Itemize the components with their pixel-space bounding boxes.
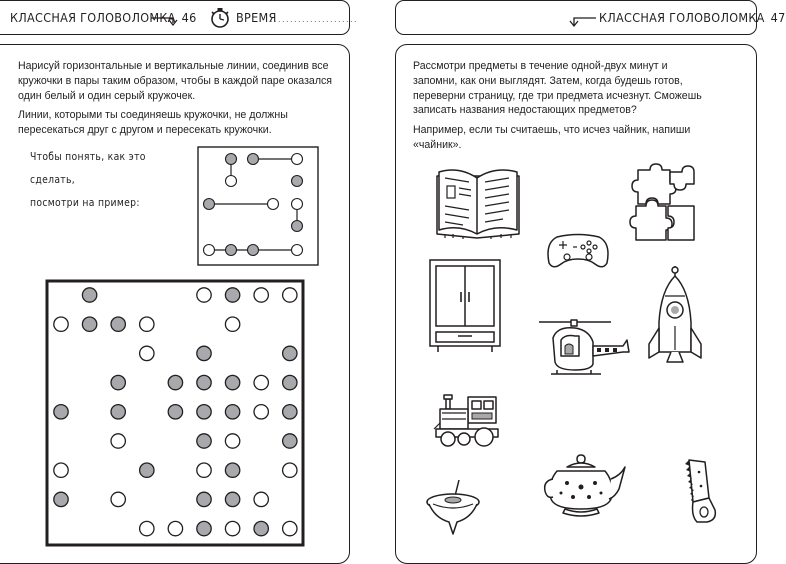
gray-dot[interactable] <box>283 375 297 389</box>
right-instruction-1: Рассмотри предметы в течение одной-двух минут и запомни, как они выглядят. Затем, когда будешь готов, переверни страницу, где три предмета исчезнут. Сможешь записать названия недостающих предметов? <box>413 60 702 117</box>
gray-dot[interactable] <box>225 375 239 389</box>
gray-dot[interactable] <box>54 492 68 506</box>
rocket-icon <box>645 266 705 378</box>
gray-dot[interactable] <box>254 521 268 535</box>
white-dot[interactable] <box>54 463 68 477</box>
left-header-title-text: КЛАССНАЯ ГОЛОВОЛОМКА <box>10 10 176 25</box>
white-dot[interactable] <box>197 288 211 302</box>
left-instruction-2: Линии, которыми ты соединяешь кружочки, не должны пересекаться друг с другом и пересекать кружочки. <box>18 109 288 136</box>
gray-dot[interactable] <box>168 375 182 389</box>
gray-dot[interactable] <box>82 288 96 302</box>
right-page-number: 47 <box>770 10 786 25</box>
left-page-number: 46 <box>181 10 197 25</box>
gray-dot[interactable] <box>168 405 182 419</box>
gray-dot[interactable] <box>82 317 96 331</box>
example-diagram <box>197 146 319 266</box>
gray-dot[interactable] <box>111 317 125 331</box>
saw-icon <box>683 458 723 526</box>
train-icon <box>432 393 502 449</box>
white-dot[interactable] <box>197 463 211 477</box>
gray-dot[interactable] <box>197 521 211 535</box>
gray-dot[interactable] <box>54 405 68 419</box>
helicopter-icon <box>535 316 631 390</box>
gray-dot[interactable] <box>111 405 125 419</box>
white-dot[interactable] <box>254 405 268 419</box>
timer-label: ВРЕМЯ <box>236 10 277 25</box>
gray-dot[interactable] <box>225 463 239 477</box>
gray-dot[interactable] <box>197 375 211 389</box>
right-instruction-2: Например, если ты считаешь, что исчез чайник, напиши «чайник». <box>413 124 691 151</box>
book-icon <box>433 164 523 240</box>
gray-dot[interactable] <box>197 405 211 419</box>
white-dot[interactable] <box>140 346 154 360</box>
white-dot[interactable] <box>283 288 297 302</box>
left-instruction-1: Нарисуй горизонтальные и вертикальные линии, соединив все кружочки в пары таким образом, чтобы в каждой паре оказался один белый и один серый кружочек. <box>18 60 333 102</box>
gray-dot[interactable] <box>197 492 211 506</box>
gray-dot[interactable] <box>197 434 211 448</box>
white-dot[interactable] <box>283 463 297 477</box>
gray-dot[interactable] <box>140 463 154 477</box>
gray-dot[interactable] <box>283 346 297 360</box>
gray-dot[interactable] <box>283 405 297 419</box>
example-hint-line-2: посмотри на пример: <box>30 197 140 209</box>
gray-dot[interactable] <box>225 288 239 302</box>
white-dot[interactable] <box>225 317 239 331</box>
spinning-top-icon <box>425 478 481 536</box>
right-header-title <box>599 10 786 25</box>
white-dot[interactable] <box>140 521 154 535</box>
white-dot[interactable] <box>140 317 154 331</box>
white-dot[interactable] <box>254 375 268 389</box>
white-dot[interactable] <box>168 521 182 535</box>
white-dot[interactable] <box>111 492 125 506</box>
white-dot[interactable] <box>54 317 68 331</box>
gamepad-icon <box>545 233 611 271</box>
white-dot[interactable] <box>225 521 239 535</box>
gray-dot[interactable] <box>225 405 239 419</box>
timer-answer-line[interactable]: ...................... <box>270 14 359 24</box>
puzzle-icon <box>628 164 698 244</box>
gray-dot[interactable] <box>197 346 211 360</box>
puzzle-board[interactable] <box>45 279 305 547</box>
right-header-title-text: КЛАССНАЯ ГОЛОВОЛОМКА <box>599 10 765 25</box>
white-dot[interactable] <box>254 288 268 302</box>
example-hint-line-1: Чтобы понять, как это сделать, <box>30 151 146 186</box>
gray-dot[interactable] <box>111 375 125 389</box>
white-dot[interactable] <box>254 492 268 506</box>
stopwatch-icon <box>209 7 231 29</box>
gray-dot[interactable] <box>283 434 297 448</box>
white-dot[interactable] <box>225 434 239 448</box>
example-hint <box>30 146 180 215</box>
white-dot[interactable] <box>111 434 125 448</box>
teapot-icon <box>541 453 627 519</box>
left-header-arrow-icon <box>151 13 181 25</box>
white-dot[interactable] <box>283 521 297 535</box>
gray-dot[interactable] <box>225 492 239 506</box>
wardrobe-icon <box>428 258 502 354</box>
right-header-arrow-icon <box>568 13 598 27</box>
